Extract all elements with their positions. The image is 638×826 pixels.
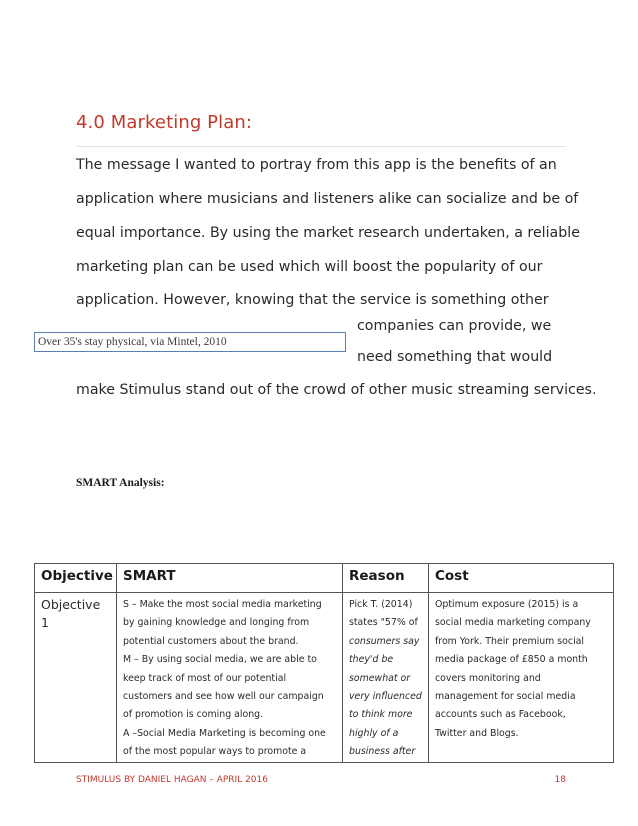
page-number: 18: [554, 775, 566, 785]
body-line: make Stimulus stand out of the crowd of other music streaming services.: [76, 382, 597, 398]
smart-line: of the most popular ways to promote a: [123, 746, 307, 758]
cost-line: accounts such as Facebook,: [435, 709, 566, 721]
smart-line: A –Social Media Marketing is becoming one: [123, 727, 326, 739]
title-divider: [76, 146, 566, 147]
smart-line: S – Make the most social media marketing: [123, 599, 322, 610]
footer-text: STIMULUS BY DANIEL HAGAN – APRIL 2016: [76, 775, 268, 785]
reason-quote-line: very influenced: [349, 691, 422, 703]
body-line: companies can provide, we: [357, 318, 552, 334]
reason-cell: [343, 593, 429, 763]
body-line: The message I wanted to portray from this app is the benefits of an: [76, 157, 557, 173]
cost-line: from York. Their premium social: [435, 635, 585, 647]
column-header-cost: Cost: [429, 564, 614, 593]
page-footer: [76, 775, 566, 785]
cost-line: media package of £850 a month: [435, 654, 588, 666]
reason-quote-line: business after: [349, 746, 416, 758]
reason-line: Pick T. (2014): [349, 599, 413, 610]
smart-line: customers and see how well our campaign: [123, 691, 324, 703]
reason-quote-line: consumers say: [349, 635, 420, 647]
body-line: application where musicians and listeners alike can socialize and be of: [76, 191, 579, 207]
smart-line: potential customers about the brand.: [123, 635, 299, 647]
smart-line: of promotion is coming along.: [123, 709, 264, 721]
cost-line: management for social media: [435, 691, 576, 703]
smart-line: by gaining knowledge and longing from: [123, 617, 310, 629]
table-row: [35, 593, 614, 763]
reason-quote-line: somewhat or: [349, 672, 411, 684]
body-line: marketing plan can be used which will boost the popularity of our: [76, 259, 543, 275]
smart-table: [34, 563, 614, 763]
table-header-row: [35, 564, 614, 593]
section-title: 4.0 Marketing Plan:: [76, 112, 253, 133]
cost-cell: [429, 593, 614, 763]
body-line: need something that would: [357, 349, 553, 365]
smart-heading: SMART Analysis:: [76, 477, 165, 489]
cost-line: social media marketing company: [435, 617, 591, 629]
cost-line: Twitter and Blogs.: [435, 727, 519, 739]
body-line: equal importance. By using the market research undertaken, a reliable: [76, 225, 580, 241]
body-line: application. However, knowing that the service is something other: [76, 292, 549, 308]
smart-line: keep track of most of our potential: [123, 672, 287, 684]
column-header-objective: Objective: [35, 564, 117, 593]
column-header-reason: Reason: [343, 564, 429, 593]
smart-line: M – By using social media, we are able to: [123, 654, 317, 666]
cost-line: Optimum exposure (2015) is a: [435, 599, 579, 610]
column-header-smart: SMART: [117, 564, 343, 593]
smart-cell: [117, 593, 343, 763]
reason-quote-line: to think more: [349, 709, 413, 721]
figure-caption: Over 35's stay physical, via Mintel, 2010: [34, 332, 346, 352]
reason-line: states "57% of: [349, 617, 418, 629]
reason-quote-line: highly of a: [349, 727, 399, 739]
reason-quote-line: they'd be: [349, 654, 394, 666]
objective-cell: Objective 1: [35, 593, 117, 763]
cost-line: covers monitoring and: [435, 672, 541, 684]
